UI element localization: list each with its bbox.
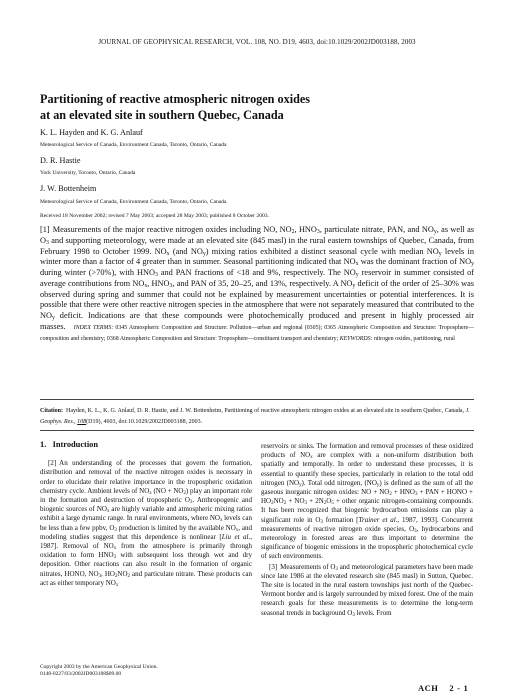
citation-label: Citation: xyxy=(40,408,63,414)
author-line-2: D. R. Hastie xyxy=(40,156,81,165)
author-line-3: J. W. Bottenheim xyxy=(40,184,97,193)
journal-header: JOURNAL OF GEOPHYSICAL RESEARCH, VOL. 108, NO. D19, 4603, doi:10.1029/2002JD003188, 2003 xyxy=(98,38,416,46)
paragraph-2: [2] An understanding of the processes that govern the formation, distribution and removal of the reactive nitrogen oxides is necessary in order to elucidate their relative importance in the tropospheric oxidation chemistry cycle. Ambient levels of $NO_x$ $(NO + NO_2)$ play an important role in the formation and destruction of tropospheric $O_3$. Anthropogenic and biogenic sources of $NO_x$ are highly variable and atmospheric mixing ratios exhibit a large dynamic range. In rural environments, where $NO_x$ levels can be less than a few ppbv, $O_3$ production is limited by the available $NO_x$, and modeling studies suggest that this dependence is nonlinear [Liu et al., 1987]. Removal of $NO_x$ from the atmosphere is primarily through oxidation to form $HNO_3$ with subsequent loss through wet and dry deposition. Other reactions can also result in the formation of organic nitrates, HONO, $NO_3$, $HO_2NO_2$ and particulate nitrate. These products can act as either temporary $NO_x$ xyxy=(40,459,253,588)
received-dates: Received 18 November 2002; revised 7 May 2003; accepted 28 May 2003; published 8 October 2003. xyxy=(40,213,269,219)
title-line-1: Partitioning of reactive atmospheric nitrogen oxides xyxy=(40,92,311,106)
affiliation-1: Meteorological Service of Canada, Environment Canada, Toronto, Ontario, Canada xyxy=(40,142,227,148)
body-column-left xyxy=(40,440,252,588)
affiliation-3: Meteorological Service of Canada, Environment Canada, Toronto, Ontario, Canada xyxy=(40,199,227,205)
body-column-right xyxy=(261,442,473,618)
citation: Citation: Hayden, K. L., K. G. Anlauf, D. R. Hastie, and J. W. Bottenheim, Partitioning of reactive atmospheric nitrogen oxides at an elevated site in southern Quebec, Canada, J. Geophys. Res., 108(D19), 4603, doi:10.1029/2002JD003188, 2003. xyxy=(40,408,470,425)
author-line-1: K. L. Hayden and K. G. Anlauf xyxy=(40,128,143,137)
section-heading: 1. Introduction xyxy=(40,440,99,449)
article-title xyxy=(40,92,480,123)
divider-bottom xyxy=(40,430,474,431)
affiliation-2: York University, Toronto, Ontario, Canada xyxy=(40,170,136,176)
paragraph-3: [3] Measurements of $O_3$ and meteorological parameters have been made since late 1986 at the elevated research site (845 masl) in Sutton, Quebec. The site is located in the rural eastern townships just north of the Quebec-Vermont border and is largely surrounded by mixed forest. One of the main research goals for these measurements is to determine the long-term seasonal trends in background $O_3$ levels. From xyxy=(261,562,473,618)
index-terms: INDEX TERMS: 0345 Atmospheric Composition and Structure: Pollution—urban and regional (0305); 0365 Atmospheric Composition and Structure: Troposphere—composition and chemistry; 0368 Atmospheric Composition and Structure: Troposphere—constituent transport and chemistry; KEYWORDS: nitrogen oxides, partitioning, rural xyxy=(40,324,474,342)
paragraph-marker: [1] xyxy=(40,225,50,234)
abstract: [1] Measurements of the major reactive nitrogen oxides including NO, $NO_2$, $HNO_3$, particulate nitrate, PAN, and $NO_y$, as well as $O_3$ and supporting meteorology, were made at an elevated site (845 masl) in the rural eastern townships of Quebec, Canada, from February 1998 to October 1999. $NO_x$ (and $NO_y$) mixing ratios exhibited a distinct seasonal cycle with median $NO_y$ levels in winter more than a factor of 4 greater than in summer. Seasonal partitioning indicated that $NO_x$ was the dominant fraction of $NO_y$ during winter (>70%), with $HNO_3$ and PAN fractions of <18 and 9%, respectively. The $NO_y$ reservoir in summer consisted of average contributions from $NO_x$, $HNO_3$, and PAN of 35, 20–25, and 13%, respectively. A $NO_y$ deficit of the order of 25–30% was observed during spring and summer that could not be explained by measurement uncertainties or potential interferences. It is possible that there were other reactive nitrogen species in the atmosphere that were not separately measured that contributed to the $NO_y$ deficit. Indications are that these compounds were photochemically produced and present in highly processed air masses. INDEX TERMS: 0345 Atmospheric Composition and Structure: Pollution—urban and regional (0305); 0365 Atmospheric Composition and Structure: Troposphere—composition and chemistry; 0368 Atmospheric Composition and Structure: Troposphere—constituent transport and chemistry; KEYWORDS: nitrogen oxides, partitioning, rural xyxy=(40,225,475,342)
divider-top xyxy=(40,399,474,400)
page-number: ACH 2 - 1 xyxy=(418,683,469,693)
paragraph-2-continued: reservoirs or sinks. The formation and removal processes of these oxidized products of $NO_x$ are complex with a non-uniform distribution both spatially and temporally. In order to understand these processes, it is essential to quantify these species, particularly in relation to the total odd nitrogen $(NO_y)$. Total odd nitrogen, $(NO_y)$ is defined as the sum of all the gaseous inorganic nitrogen oxides: NO + $NO_2 + HNO_3$ + PAN + HONO + $HO_2NO_2 + NO_3 + 2N_2O_5$ + other organic nitrogen-containing compounds. It has been recognized that biogenic hydrocarbon emissions can play a significant role in $O_3$ formation [Trainer et al., 1987, 1993]. Concurrent measurements of reactive nitrogen oxide species, $O_3$, hydrocarbons and meteorology in forested areas are thus important to determine the significance of biogenic emissions in the tropospheric photochemical cycle of such environments. xyxy=(261,442,473,561)
copyright-notice: Copyright 2003 by the American Geophysical Union. 0148-0227/03/2002JD003188$09.00 xyxy=(40,664,158,677)
title-line-2: at an elevated site in southern Quebec, Canada xyxy=(40,107,284,122)
